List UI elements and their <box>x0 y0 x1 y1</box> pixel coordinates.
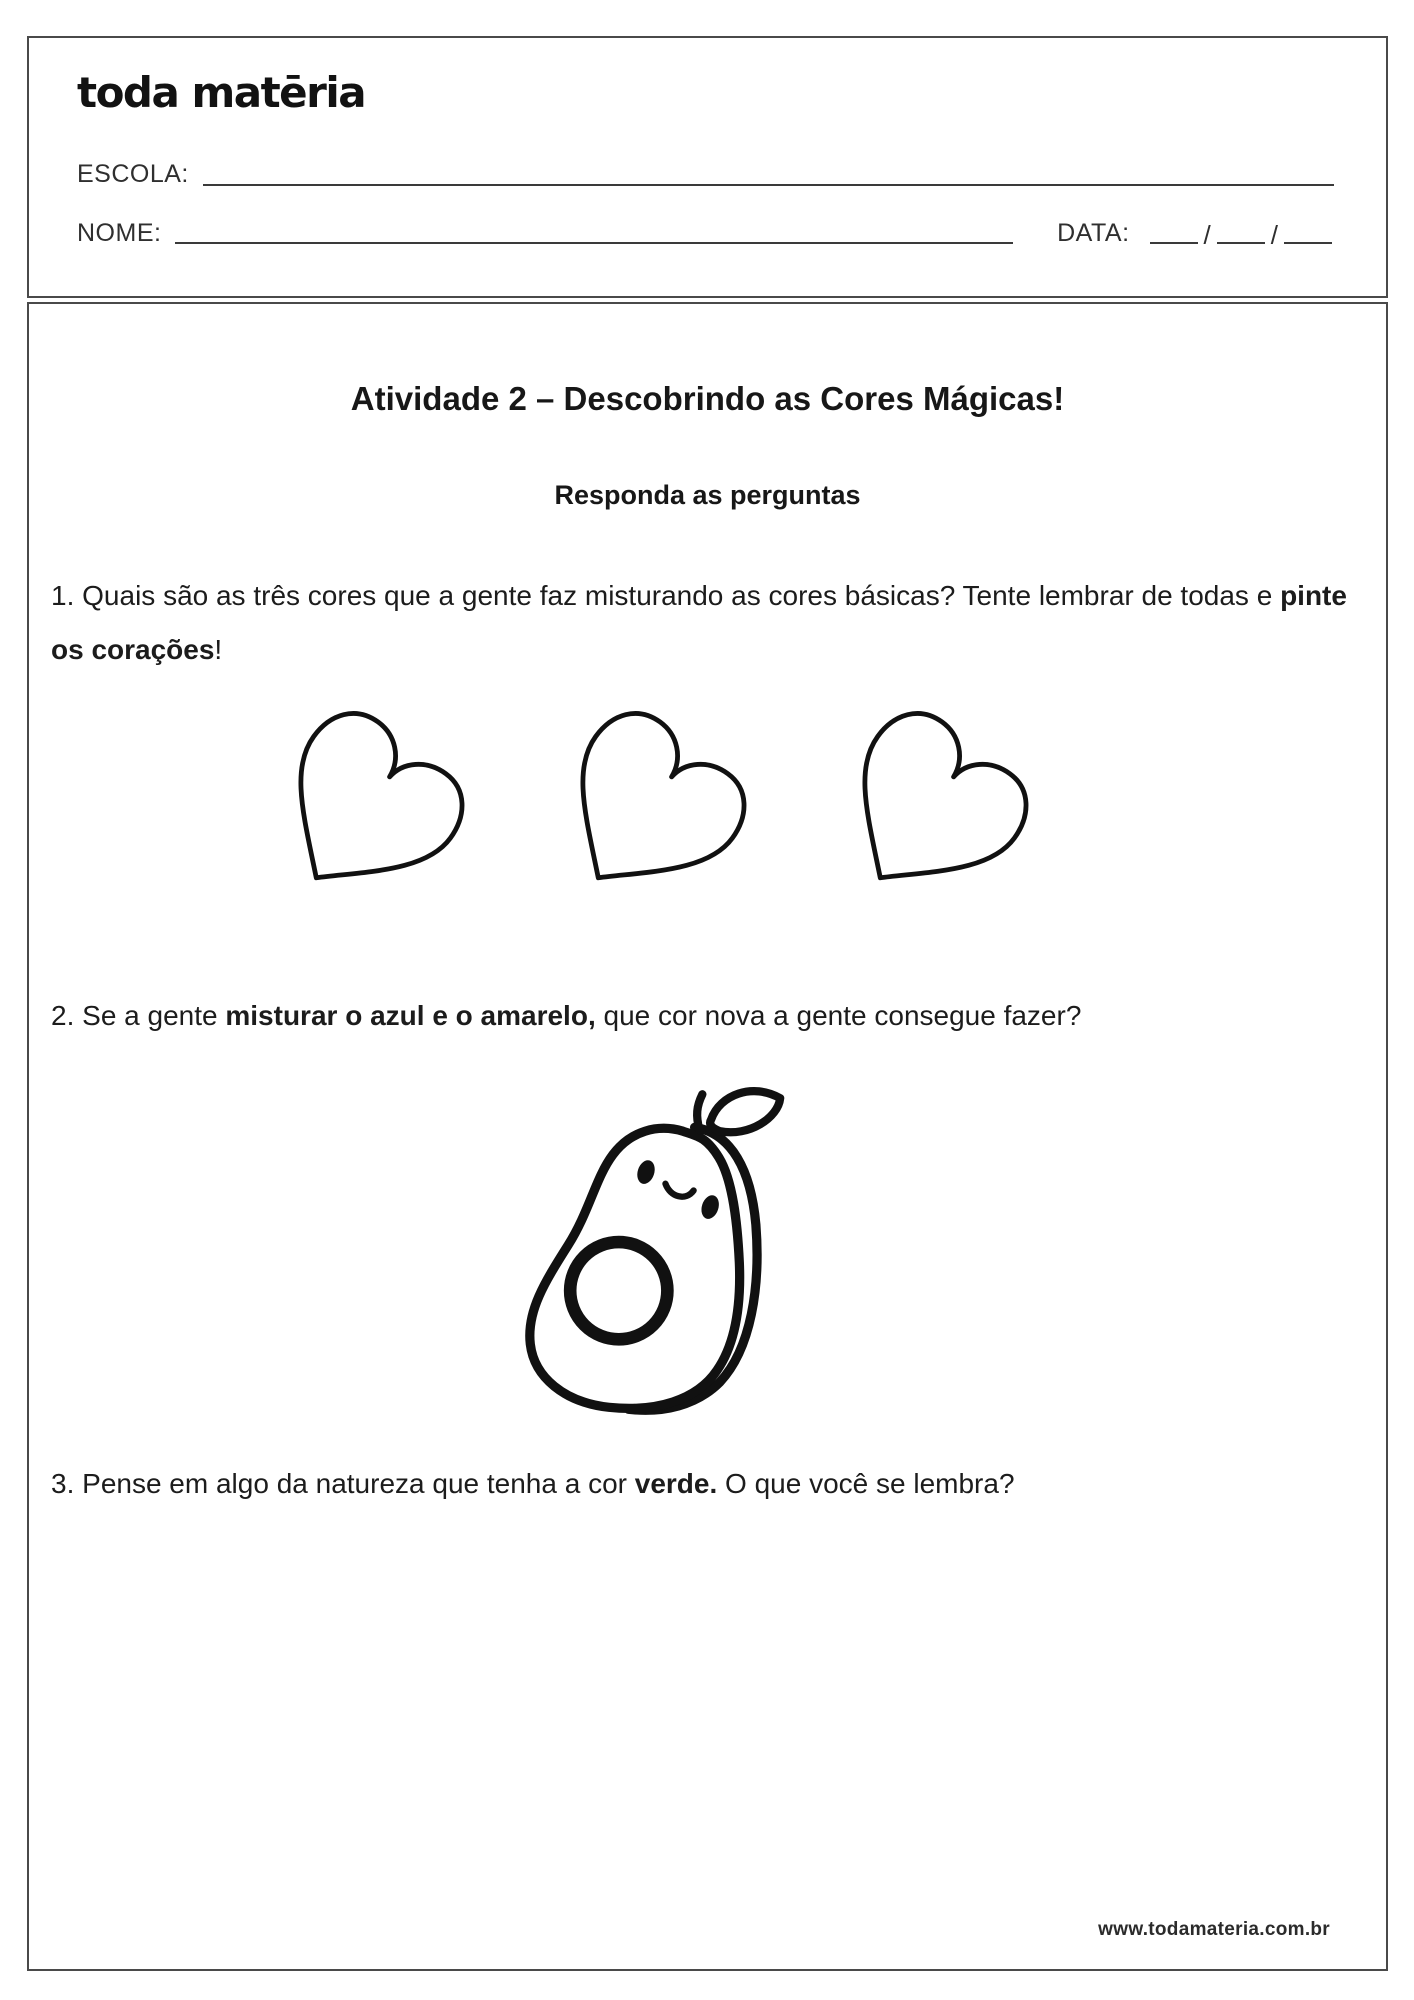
question-3-text-end: O que você se lembra? <box>717 1468 1015 1500</box>
question-2-text-end: que cor nova a gente consegue fazer? <box>595 1000 1082 1032</box>
date-group <box>1057 217 1338 250</box>
question-3-bold-text: verde. <box>634 1468 718 1500</box>
heart-outline-icon[interactable] <box>547 713 745 931</box>
question-1-text-end: ! <box>214 634 223 666</box>
school-label: ESCOLA: <box>77 160 189 189</box>
date-year-blank[interactable] <box>1284 242 1332 244</box>
question-2 <box>29 989 1386 1043</box>
date-label: DATA: <box>1057 218 1130 247</box>
hearts-row <box>265 713 1027 931</box>
school-write-line[interactable] <box>203 184 1334 186</box>
question-2-text: Se a gente <box>74 1000 226 1032</box>
header-box <box>27 36 1388 298</box>
activity-title: Atividade 2 – Descobrindo as Cores Mágicas! <box>350 380 1065 417</box>
name-label: NOME: <box>77 218 162 247</box>
question-2-bold-text: misturar o azul e o amarelo, <box>225 1000 596 1032</box>
name-date-row <box>77 217 1338 250</box>
date-day-blank[interactable] <box>1150 242 1198 244</box>
question-1-text: Quais são as três cores que a gente faz misturando as cores básicas? Tente lembrar de todas e <box>74 580 1281 611</box>
question-1 <box>29 569 1386 677</box>
date-month-blank[interactable] <box>1217 242 1265 244</box>
date-slash: / <box>1203 219 1211 250</box>
activity-box <box>27 302 1388 1971</box>
footer-url: www.todamateria.com.br <box>1098 1919 1330 1940</box>
question-1-bold-text: pinte os corações <box>51 580 1347 666</box>
question-3-number: 3. <box>51 1468 75 1500</box>
school-field-row <box>77 158 1338 191</box>
toda-materia-logo: toda matēria <box>77 68 366 117</box>
avocado-outline-icon <box>500 1069 792 1419</box>
activity-subtitle: Responda as perguntas <box>554 480 861 510</box>
question-3 <box>29 1457 1386 1511</box>
question-1-number: 1. <box>51 580 75 611</box>
name-write-line[interactable] <box>175 242 1013 244</box>
date-slash: / <box>1270 219 1278 250</box>
question-3-text: Pense em algo da natureza que tenha a cor <box>74 1468 635 1500</box>
heart-outline-icon[interactable] <box>829 713 1027 931</box>
heart-outline-icon[interactable] <box>265 713 463 931</box>
question-2-number: 2. <box>51 1000 75 1032</box>
avocado-illustration <box>500 1069 792 1419</box>
